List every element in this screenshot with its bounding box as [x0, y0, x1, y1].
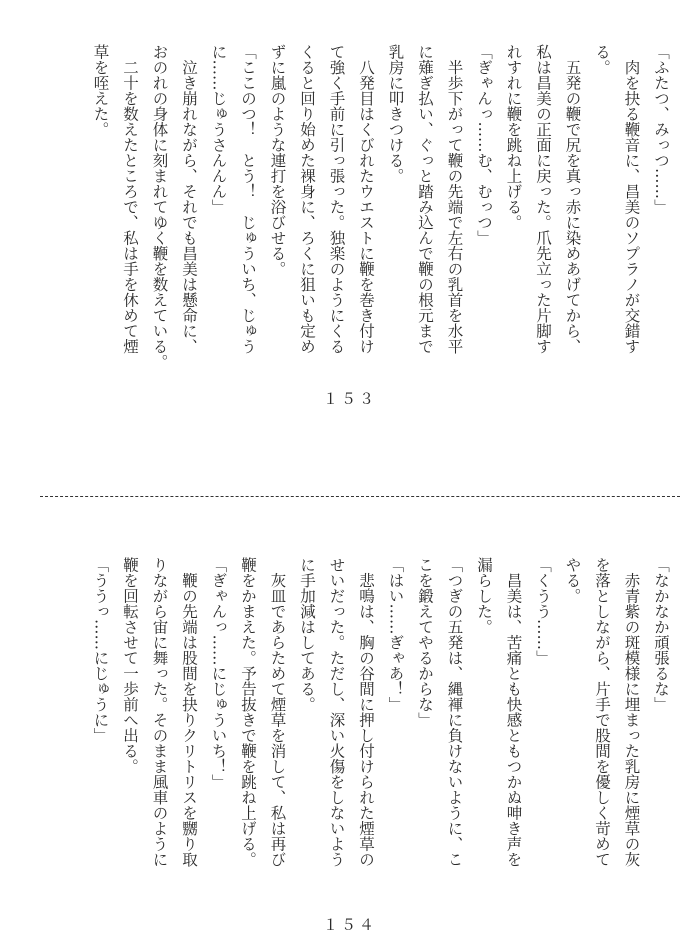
text-line: 「ぎゃんっ……にじゅういち！」	[209, 557, 228, 790]
text-line: る。	[593, 44, 611, 75]
text-line: 泣き崩れながら、それでも昌美は懸命に、	[180, 44, 198, 354]
text-line: やる。	[563, 557, 582, 604]
text-line: 漏らした。	[475, 557, 493, 635]
page-number: １５４	[322, 916, 377, 934]
text-line: 「ふたつ、みっつ……」	[652, 44, 670, 215]
text-line: りながら宙に舞った。そのまま風車のように	[150, 557, 169, 867]
text-line: 灰皿であらためて煙草を消して、私は再び	[268, 557, 287, 867]
text-line: 乳房に叩きつける。	[386, 44, 405, 184]
text-line: せいだった。ただし、深い火傷をしないよう	[327, 557, 346, 867]
text-line: 「ここのつ！ とう！ じゅういち、じゅう	[239, 44, 257, 354]
page-153-text	[85, 44, 675, 374]
text-line: 鞭を回転させて一歩前へ出る。	[121, 557, 139, 774]
text-line: 赤青紫の斑模様に埋まった乳房に煙草の灰	[622, 557, 641, 867]
text-line: 二十を数えたところで、私は手を休めて煙	[121, 44, 139, 354]
text-line: ずに嵐のような連打を浴びせる。	[268, 44, 287, 277]
text-line: おのれの身体に刻まれてゆく鞭を数えている。	[150, 44, 169, 370]
text-line: に……じゅうさんんん」	[209, 44, 228, 215]
text-line: 鞭の先端は股間を抉りクリトリスを嬲り取	[180, 557, 198, 867]
text-line: 草を咥えた。	[91, 44, 110, 137]
text-line: 私は昌美の正面に戻った。爪先立った片脚す	[534, 44, 552, 354]
text-line: に薙ぎ払い、ぐっと踏み込んで鞭の根元まで	[416, 44, 434, 354]
text-line: こを鍛えてやるからな」	[416, 557, 434, 728]
text-line: 「なかなか頑張るな」	[652, 557, 670, 712]
text-line: 肉を抉る鞭音に、昌美のソプラノが交錯す	[622, 44, 641, 354]
text-line: を落としながら、片手で股間を優しく苛めて	[593, 557, 611, 867]
text-line: れすれに鞭を跳ね上げる。	[504, 44, 523, 230]
text-line: て強く手前に引っ張った。独楽のようにくる	[327, 44, 346, 354]
text-line: 「くうう……」	[534, 557, 552, 666]
text-line: 半歩下がって鞭の先端で左右の乳首を水平	[445, 44, 464, 354]
text-line: 昌美は、苦痛とも快感ともつかぬ呻き声を	[504, 557, 523, 867]
text-line: に手加減はしてある。	[298, 557, 316, 712]
text-line: 悲鳴は、胸の谷間に押し付けられた煙草の	[357, 557, 375, 867]
text-line: 「ぎゃんっ……む、むっつ」	[475, 44, 493, 246]
page-number: １５３	[322, 390, 377, 408]
text-line: 八発目はくびれたウエストに鞭を巻き付け	[357, 44, 375, 354]
text-line: 鞭をかまえた。予告抜きで鞭を跳ね上げる。	[239, 557, 257, 867]
page-divider	[40, 496, 680, 497]
text-line: 五発の鞭で尻を真っ赤に染めあげてから、	[563, 44, 582, 354]
page-154-text	[85, 557, 675, 887]
text-line: くると回り始めた裸身に、ろくに狙いも定め	[298, 44, 316, 354]
text-line: 「ううっ……にじゅうに」	[91, 557, 110, 743]
text-line: 「つぎの五発は、縄褌に負けないように、こ	[445, 557, 464, 867]
text-line: 「はい……ぎゃあ！」	[386, 557, 405, 712]
